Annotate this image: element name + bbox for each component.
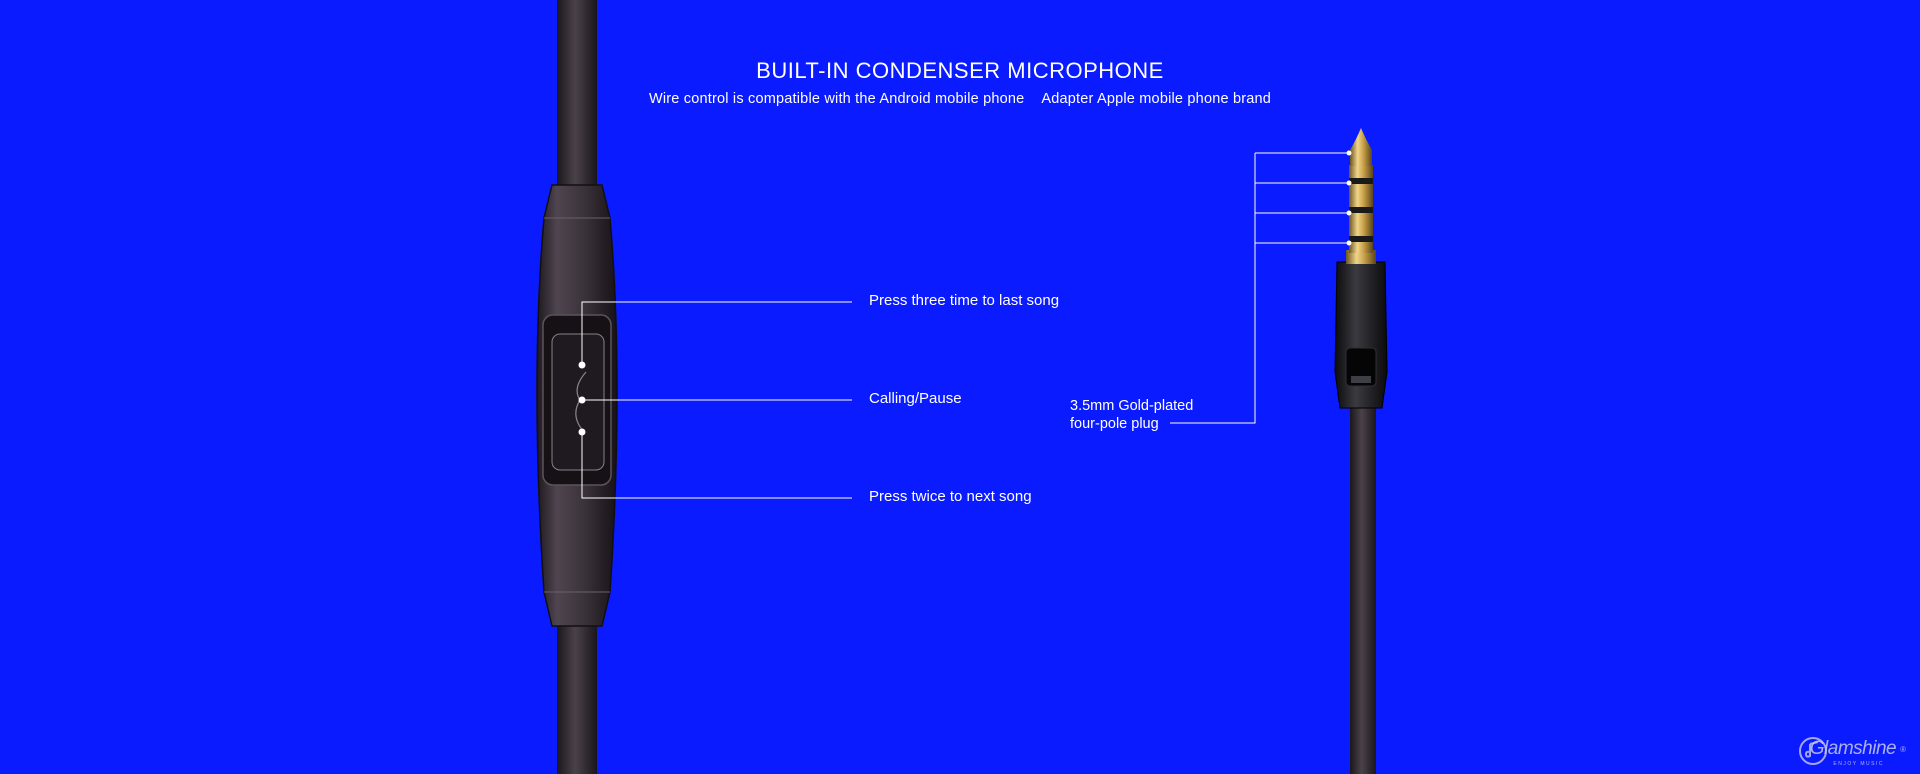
remote-callout-lines	[582, 302, 852, 498]
remote-button-face	[552, 334, 604, 470]
brand-registered-mark: ®	[1900, 744, 1906, 754]
plug-ring-insulator-1	[1349, 178, 1373, 184]
callout-plug-line2: four-pole plug	[1070, 416, 1159, 432]
brand-tagline: ENJOY MUSIC	[1833, 761, 1884, 767]
callout-calling-pause: Calling/Pause	[869, 390, 962, 407]
cable-lower	[557, 620, 597, 774]
plug-ring-insulator-3	[1349, 236, 1373, 242]
inline-remote-cable	[537, 0, 617, 774]
plug-tip	[1350, 128, 1372, 166]
brand-name: Glamshine	[1809, 738, 1897, 759]
audio-plug	[1335, 128, 1387, 774]
callout-plug-line1: 3.5mm Gold-plated	[1070, 398, 1194, 414]
plug-ring-insulator-2	[1349, 207, 1373, 213]
brand-logo	[1776, 732, 1906, 766]
callout-plug	[1070, 397, 1193, 433]
page-subtitle: Wire control is compatible with the Android mobile phone Adapter Apple mobile phone brand	[648, 91, 1272, 107]
callout-previous-song: Press three time to last song	[869, 292, 1060, 309]
page-title: BUILT-IN CONDENSER MICROPHONE	[756, 58, 1164, 83]
plug-callout-lines	[1170, 153, 1349, 423]
callout-next-song: Press twice to next song	[869, 488, 1032, 505]
plug-cable	[1350, 405, 1376, 774]
